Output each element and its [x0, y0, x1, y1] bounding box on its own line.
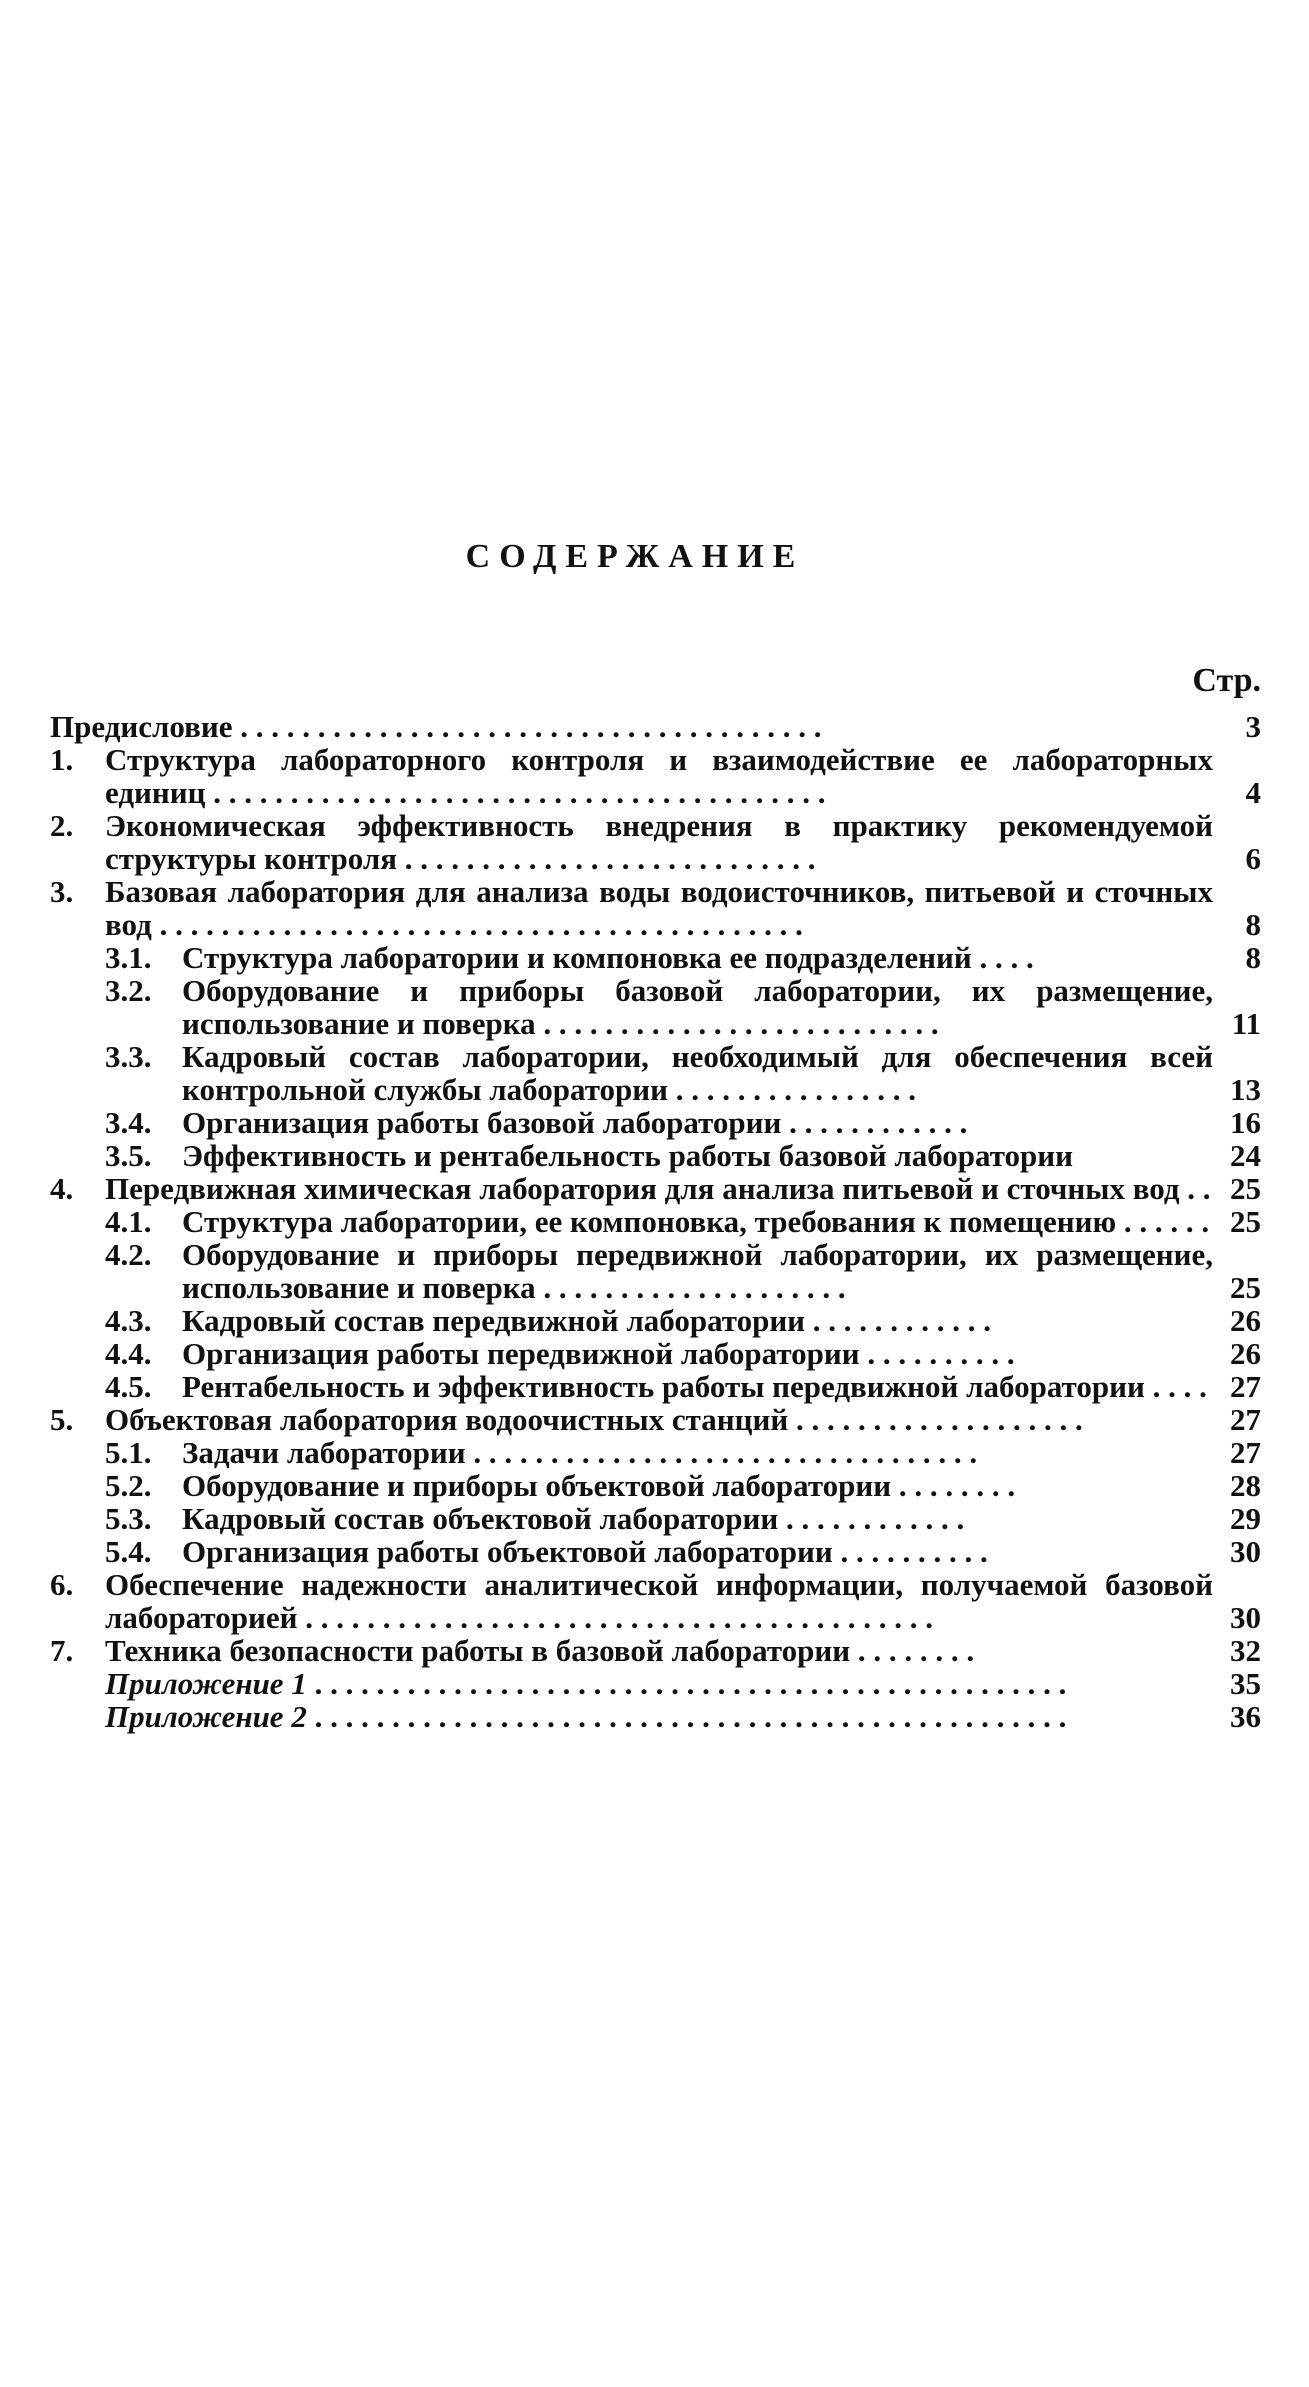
toc-entry-leader: . . . . . . . . . . . . . . . . . . .	[788, 1402, 1083, 1437]
toc-entry-title: Техника безопасности работы в базовой лаборатории	[105, 1633, 851, 1668]
toc-entry-title: Базовая лаборатория для анализа воды водоисточников, питьевой и сточных вод	[105, 874, 1213, 942]
toc-entry-leader: . . . . . . . . . . . . . . . . . . . . . . . . . . . . . . . . . . . . . . . . . . . . . . . . .	[306, 1699, 1067, 1734]
toc-entry-title: Экономическая эффективность внедрения в практику рекомендуемой структуры контроля	[105, 808, 1213, 876]
toc-title: СОДЕРЖАНИЕ	[465, 538, 805, 575]
toc-entry-page: 32	[1230, 1633, 1261, 1668]
toc-entry-page: 30	[1230, 1600, 1261, 1635]
toc-entry-title: Приложение 2	[105, 1699, 307, 1734]
toc-entry-title: Задачи лаборатории	[182, 1435, 466, 1470]
toc-entry-page: 27	[1230, 1435, 1261, 1470]
toc-entry-number: 4.5.	[105, 1369, 152, 1404]
toc-entry-title: Передвижная химическая лаборатория для анализа питьевой и сточных вод	[105, 1171, 1180, 1206]
toc-entry-page: 30	[1230, 1534, 1261, 1569]
toc-entry-number: 5.4.	[105, 1534, 152, 1569]
toc-entry-leader: . . . . . . . . . . . .	[805, 1303, 992, 1338]
toc-entry-number: 6.	[50, 1567, 74, 1602]
toc-entry-page: 25	[1230, 1270, 1261, 1305]
toc-entry-page: 11	[1231, 1006, 1261, 1041]
toc-entry-title: Оборудование и приборы передвижной лаборатории, их размещение, использование и поверка	[182, 1237, 1213, 1305]
toc-entry-title: Оборудование и приборы базовой лаборатории, их размещение, использование и поверка	[182, 973, 1213, 1041]
toc-entry-leader: . . . .	[971, 940, 1034, 975]
toc-entry-leader: . . . . . . . . . . . . . . . . . . . . . . . . . . . . . . . . . . . . . .	[232, 709, 822, 744]
toc-entry[interactable]	[50, 1106, 1261, 1139]
toc-entry-page: 16	[1230, 1105, 1261, 1140]
toc-entry[interactable]	[50, 1568, 1261, 1634]
toc-entry-title: Приложение 1	[105, 1666, 307, 1701]
toc-entry-leader: . . . . . . . . . . . . . . . . . . . . . . . . . . . . . . . . . . . . . . . . . .	[151, 907, 803, 942]
toc-entry-number: 4.1.	[105, 1204, 152, 1239]
toc-entry-number: 1.	[50, 742, 74, 777]
toc-entry-number: 3.3.	[105, 1039, 152, 1074]
toc-entry[interactable]	[50, 1436, 1261, 1469]
toc-entry-page: 4	[1245, 775, 1261, 810]
toc-entry[interactable]	[50, 941, 1261, 974]
toc-entry[interactable]	[50, 1634, 1261, 1667]
toc-entry-page: 27	[1230, 1369, 1261, 1404]
toc-entry-page: 28	[1230, 1468, 1261, 1503]
toc-entry-title: Структура лабораторного контроля и взаимодействие ее лабораторных единиц	[105, 742, 1213, 810]
toc-entry-page: 13	[1230, 1072, 1261, 1107]
toc-entry-leader: . . . .	[1144, 1369, 1207, 1404]
toc-entry-leader: . . . . . . . . . . . . . . . . . . . . . . . . . . . . . . . . . . . . . . . . . . . . . . . . .	[306, 1666, 1067, 1701]
toc-entry-title: Кадровый состав объектовой лаборатории	[182, 1501, 779, 1536]
toc-entry-page: 8	[1245, 907, 1261, 942]
toc-entry-number: 5.3.	[105, 1501, 152, 1536]
toc-entry-leader: . . . . . . . . . . . . . . . . . . . . . . . . . . . . . . . . . . . . . . . . .	[297, 1600, 933, 1635]
toc-entry-title: Кадровый состав передвижной лаборатории	[182, 1303, 806, 1338]
toc-entry-number: 5.2.	[105, 1468, 152, 1503]
toc-entry-title: Объектовая лаборатория водоочистных станций	[105, 1402, 789, 1437]
toc-entry-page: 6	[1245, 841, 1261, 876]
toc-entry-title: Кадровый состав лаборатории, необходимый для обеспечения всей контрольной службы лаборатории	[182, 1039, 1213, 1107]
toc-entry[interactable]	[50, 710, 1261, 743]
toc-entry-leader: . . . . . . . . . .	[859, 1336, 1015, 1371]
toc-entry[interactable]	[50, 809, 1261, 875]
toc-entry-number: 4.3.	[105, 1303, 152, 1338]
toc-list	[50, 710, 1261, 1733]
toc-entry-number: 2.	[50, 808, 74, 843]
toc-entry-number: 3.5.	[105, 1138, 152, 1173]
toc-entry[interactable]	[50, 875, 1261, 941]
toc-entry-leader: . . . . . . . . . . . . . . . .	[667, 1072, 916, 1107]
toc-entry[interactable]	[50, 1238, 1261, 1304]
toc-entry[interactable]	[50, 1502, 1261, 1535]
toc-entry-number: 5.	[50, 1402, 74, 1437]
toc-entry-title: Организация работы передвижной лаборатории	[182, 1336, 860, 1371]
toc-entry[interactable]	[50, 1139, 1261, 1172]
toc-entry-leader: . . . . . . . . . . . .	[778, 1501, 965, 1536]
toc-entry-leader: . . . . . . . .	[850, 1633, 975, 1668]
toc-entry[interactable]	[50, 1403, 1261, 1436]
toc-entry-leader: . . . . . . . . . . . .	[781, 1105, 968, 1140]
toc-entry-number: 7.	[50, 1633, 74, 1668]
toc-entry[interactable]	[50, 1667, 1261, 1700]
toc-entry-number: 4.2.	[105, 1237, 152, 1272]
toc-entry-leader: . . . . . . . . . . . . . . . . . . . . . . . . . .	[535, 1006, 939, 1041]
toc-entry-number: 5.1.	[105, 1435, 152, 1470]
toc-entry-leader: . . . . . . . . . . . . . . . . . . . .	[535, 1270, 846, 1305]
toc-entry-leader: . . . . . . . .	[891, 1468, 1016, 1503]
toc-entry-title: Рентабельность и эффективность работы передвижной лаборатории	[182, 1369, 1145, 1404]
toc-entry-page: 8	[1245, 940, 1261, 975]
toc-entry-page: 26	[1230, 1336, 1261, 1371]
toc-entry-page: 27	[1230, 1402, 1261, 1437]
toc-entry-number: 3.1.	[105, 940, 152, 975]
toc-entry-number: 3.2.	[105, 973, 152, 1008]
toc-entry-page: 25	[1230, 1204, 1261, 1239]
toc-entry[interactable]	[50, 974, 1261, 1040]
toc-entry-page: 3	[1245, 709, 1261, 744]
toc-entry-title: Эффективность и рентабельность работы базовой лаборатории	[182, 1138, 1074, 1173]
toc-entry[interactable]	[50, 1469, 1261, 1502]
toc-entry-title: Организация работы объектовой лаборатории	[182, 1534, 833, 1569]
toc-entry-title: Организация работы базовой лаборатории	[182, 1105, 782, 1140]
toc-entry[interactable]	[50, 1337, 1261, 1370]
toc-entry-title: Структура лаборатории, ее компоновка, требования к помещению	[182, 1204, 1117, 1239]
toc-entry[interactable]	[50, 1700, 1261, 1733]
toc-entry-leader: . . . . . . . . . . . . . . . . . . . . . . . . . . .	[397, 841, 816, 876]
toc-entry-leader: . . . . . . . . . .	[832, 1534, 988, 1569]
toc-entry[interactable]	[50, 1205, 1261, 1238]
toc-entry-title: Структура лаборатории и компоновка ее подразделений	[182, 940, 972, 975]
toc-entry-page: 24	[1230, 1138, 1261, 1173]
toc-entry-page: 26	[1230, 1303, 1261, 1338]
toc-entry-title: Предисловие	[50, 709, 233, 744]
toc-entry-number: 3.	[50, 874, 74, 909]
toc-entry-leader: . . . . . . . . . . . . . . . . . . . . . . . . . . . . . . . . . . . . . . . .	[205, 775, 826, 810]
toc-entry-page: 25	[1230, 1171, 1261, 1206]
toc-entry[interactable]	[50, 1172, 1261, 1205]
toc-entry-leader: . . . . . .	[1116, 1204, 1210, 1239]
toc-entry[interactable]	[50, 1304, 1261, 1337]
toc-entry-page: 36	[1230, 1699, 1261, 1734]
toc-entry-page: 29	[1230, 1501, 1261, 1536]
toc-entry[interactable]	[50, 1040, 1261, 1106]
toc-entry[interactable]	[50, 1370, 1261, 1403]
toc-entry[interactable]	[50, 1535, 1261, 1568]
toc-entry-title: Оборудование и приборы объектовой лаборатории	[182, 1468, 892, 1503]
toc-entry-leader: . .	[1179, 1171, 1211, 1206]
toc-entry-title: Обеспечение надежности аналитической информации, получаемой базовой лабораторией	[105, 1567, 1213, 1635]
toc-entry-number: 4.4.	[105, 1336, 152, 1371]
toc-entry-leader: . . . . . . . . . . . . . . . . . . . . . . . . . . . . . . . . .	[465, 1435, 978, 1470]
page-column-header: Стр.	[1192, 662, 1261, 699]
toc-entry-number: 4.	[50, 1171, 74, 1206]
toc-entry-page: 35	[1230, 1666, 1261, 1701]
toc-entry[interactable]	[50, 743, 1261, 809]
toc-entry-number: 3.4.	[105, 1105, 152, 1140]
